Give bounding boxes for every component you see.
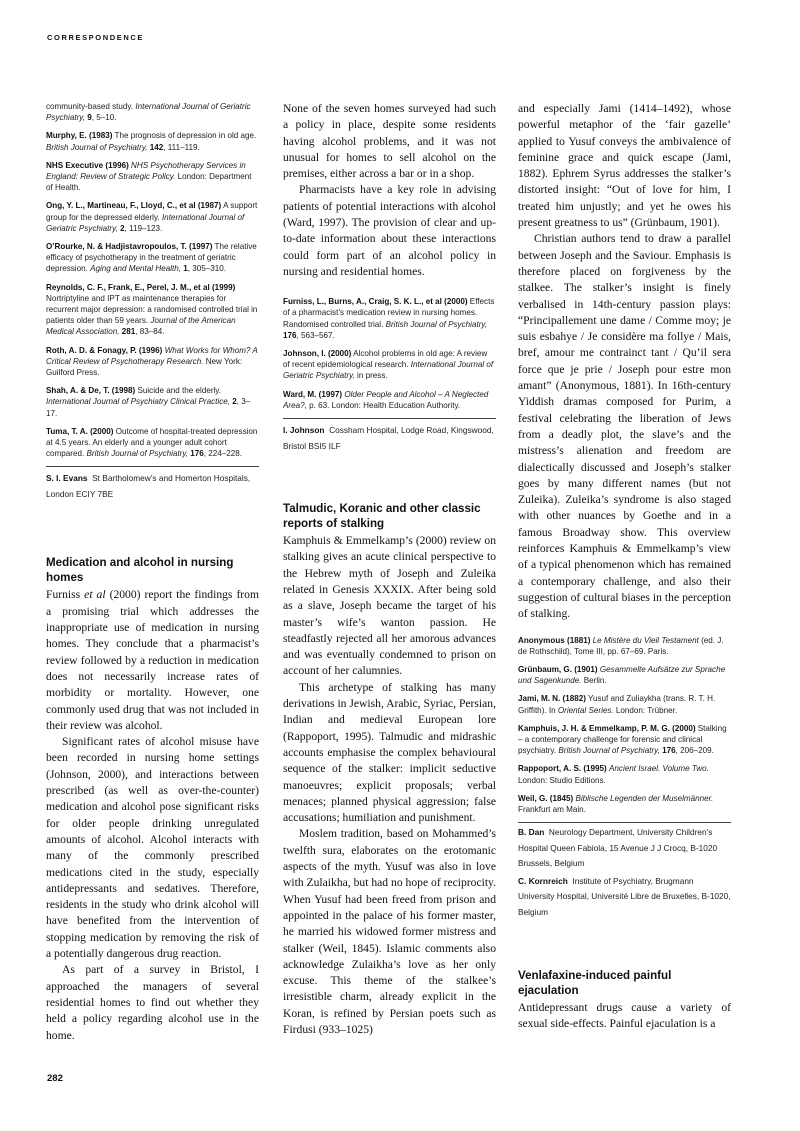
column-3 <box>518 101 731 1033</box>
reference-authors: Anonymous (1881) <box>518 635 591 645</box>
reference-text: The relative efficacy of psychotherapy in the treatment of geriatric depression. <box>46 242 257 274</box>
reference-title: NHS Psychotherapy Services in England: Review of Strategic Policy. <box>46 160 246 182</box>
reference-title: Biblische Legenden der Muselmänner. <box>575 793 714 803</box>
reference-pages: , 563–567. <box>296 330 335 340</box>
article-heading: Venlafaxine-induced painful ejaculation <box>518 969 672 998</box>
reference-authors: Reynolds, C. F., Frank, E., Perel, J. M., et al (1999) <box>46 282 236 292</box>
reference-entry <box>518 763 731 785</box>
body-paragraph: Moslem tradition, based on Mohammed’s twelfth sura, elaborates on the erotomanic aspects of the myth. Yusuf was also in love with Zulaikha, but had no hope of reciprocity. When Yusuf had been freed from prison and appointed in the palace of his former master, he married his widowed former mistress and stalker (Weil, 1845). Islamic comments also acknowledge Zulaikha’s love as her only excuse. This theme of the stalkee’s irresistible charm, already explicit in the Koran, is refined by Persian poets such as Firdusi (933–1025) <box>283 827 496 1036</box>
reference-pages: , 111–119. <box>163 142 200 152</box>
reference-authors: NHS Executive (1996) <box>46 160 129 170</box>
reference-journal: International Journal of Psychiatry Clinical Practice, <box>46 397 230 407</box>
reference-pages: , 5–10. <box>91 113 117 123</box>
reference-volume: 1 <box>183 264 188 274</box>
reference-title: Le Mistère du Vieil Testament <box>592 635 699 645</box>
reference-journal: Journal of the American Medical Association, <box>46 316 236 337</box>
reference-pages: , 224–228. <box>203 449 243 459</box>
reference-text: The prognosis of depression in old age. <box>112 131 257 141</box>
divider <box>283 418 496 419</box>
body-paragraph: This archetype of stalking has many derivations in Jewish, Arabic, Syriac, Persian, Indian and medieval European lore (Rappoport, 1995). Talmudic and midrashic accounts emphasise the complex behavioural sequence of the stalker: implicit seductive manoeuvres; explicit proposals; verbal menaces; planned physical aggression; false accusations; humiliation and punishment. <box>283 680 496 825</box>
reference-entry <box>283 389 496 411</box>
reference-entry <box>518 664 731 686</box>
reference-entry <box>46 160 259 194</box>
author-affiliation: B. Dan Neurology Department, University Children’s Hospital Queen Fabiola, 15 Avenue J J Crocq, B-1020 Brussels, Belgium <box>518 827 718 869</box>
reference-entry <box>283 348 496 382</box>
reference-volume: 176 <box>662 746 676 756</box>
reference-journal: International Journal of Geriatric Psychiatry, <box>46 102 251 123</box>
reference-entry <box>46 282 259 338</box>
reference-volume: 9 <box>87 113 92 123</box>
reference-entry <box>46 200 259 234</box>
reference-title: Ancient Israel. Volume Two. <box>609 764 709 774</box>
reference-title: Gesammelte Aufsätze zur Sprache und Sagenkunde. <box>518 664 726 686</box>
reference-text: London: Studio Editions. <box>518 775 606 785</box>
article-heading: Talmudic, Koranic and other classic reports of stalking <box>283 502 481 531</box>
reference-list <box>518 635 731 816</box>
reference-pages: London: Trübner. <box>613 705 678 715</box>
reference-entry <box>518 723 731 757</box>
article-heading: Medication and alcohol in nursing homes <box>46 556 234 585</box>
reference-authors: O’Rourke, N. & Hadjistavropoulos, T. (1997) <box>46 242 213 252</box>
reference-authors: Ong, Y. L., Martineau, F., Lloyd, C., et al (1987) <box>46 201 222 211</box>
reference-text: (ed. J. de Rothschild), Tome III, pp. 67–69. Paris. <box>518 635 724 656</box>
reference-volume: 176 <box>283 330 297 340</box>
reference-pages: , 305–310. <box>187 264 227 274</box>
reference-text: Nortriptyline and IPT as maintenance therapies for recurrent major depression: a randomised controlled trial in patients older than 59 years. <box>46 293 258 326</box>
body-paragraph: Pharmacists have a key role in advising patients of potential interactions with alcohol (Ward, 1997). The provision of clear and up-to-date information about these interactions could form part of an alcohol policy in nursing and residential homes. <box>283 183 496 278</box>
column-2 <box>283 101 496 1038</box>
reference-volume: 2 <box>120 223 125 233</box>
reference-title: What Works for Whom? A Critical Review of Psychotherapy Research. <box>46 345 258 366</box>
reference-authors: Roth, A. D. & Fonagy, P. (1996) <box>46 345 163 355</box>
page-number: 282 <box>47 1073 63 1084</box>
reference-text: London: Department of Health. <box>46 172 252 193</box>
reference-journal: British Journal of Psychiatry, <box>385 319 488 329</box>
reference-text: community-based study. <box>46 102 134 111</box>
reference-text: A support group for the depressed elderly. <box>46 201 258 222</box>
body-paragraph: Kamphuis & Emmelkamp’s (2000) review on stalking gives an acute clinical perspective to the Hebrew myth of Joseph and Zuleika related in Genesis XXXIX. After being sold as a slave, Joseph became the target of his master’s wife’s wanton passion. He steadfastly rejected all her amorous advances and was eventually condemned to prison on account of her calumnies. <box>283 534 496 678</box>
reference-journal: British Journal of Psychiatry, <box>86 449 189 459</box>
reference-entry <box>46 345 259 379</box>
reference-entry <box>46 101 259 123</box>
reference-text: Suicide and the elderly. <box>135 386 222 396</box>
body-paragraph: and especially Jami (1414–1492), whose powerful metaphor of the ‘fair gazelle’ applied to Yusuf conveys the ambivalence of feminine grace and quick escape (Jami, 1882). Ephrem Syrus addresses the stalker’s distorted insight: “Out of love for him, I treated him unjustly; and yet he owes his present greatness to us” (Grünbaum, 1901). <box>518 102 731 230</box>
reference-pages: , 206–209. <box>675 746 714 756</box>
reference-authors: Weil, G. (1845) <box>518 793 574 803</box>
reference-title: Older People and Alcohol – A Neglected Area?, <box>283 389 489 410</box>
reference-journal: Aging and Mental Health, <box>90 264 181 274</box>
reference-journal: British Journal of Psychiatry, <box>558 746 660 756</box>
reference-authors: Jami, M. N. (1882) <box>518 694 586 704</box>
body-paragraph: Significant rates of alcohol misuse have been recorded in nursing home settings (Johnson, 2000), and interactions between prescribed (as well as over-the-counter) medication and alcohol pose significant risks for older people drinking unregulated amounts of alcohol. Alcohol interacts with many of the commonly prescribed medications cited in the study, especially antidepressants and sedatives. Therefore, residents in the study who drink alcohol will have benefited from the intervention of stopping medication by removing the risk of a potentially dangerous drug reaction. <box>46 735 259 961</box>
reference-pages: , 3–17. <box>46 397 251 418</box>
reference-entry <box>518 793 731 815</box>
reference-authors: Johnson, I. (2000) <box>283 349 352 359</box>
reference-volume: 2 <box>232 397 237 407</box>
reference-volume: 142 <box>149 142 164 152</box>
reference-authors: Tuma, T. A. (2000) <box>46 426 114 436</box>
author-affiliation: I. Johnson Cossham Hospital, Lodge Road, Kingswood, Bristol BSI5 ILF <box>283 425 494 451</box>
reference-entry <box>283 296 496 341</box>
reference-text: p. 63. London: Health Education Authority. <box>306 400 461 410</box>
body-paragraph: As part of a survey in Bristol, I approached the managers of several residential homes to find out whether they held a policy regarding alcohol use in the home. <box>46 963 259 1042</box>
reference-entry <box>46 385 259 419</box>
reference-entry <box>46 241 259 275</box>
reference-text: Stalking – a contemporary challenge for forensic and clinical psychiatry. <box>518 723 727 756</box>
reference-pages: , 83–84. <box>135 327 165 337</box>
body-paragraph: Antidepressant drugs cause a variety of sexual side-effects. Painful ejaculation is a <box>518 1001 731 1031</box>
column-1 <box>46 101 259 1044</box>
body-paragraph: Christian authors tend to draw a parallel between Joseph and the Saviour. Emphasis is therefore placed on forgiveness by the stalkee. The stalker’s insight is finely verbalised in 14th-century passion plays: “Principallement une dame / Comme moy; je suis esbahye / Je considère ma follye / Mais, bref, amour me contrainct tant / Qu’il sera force que je prie / Joseph pour estre mon amant” (Anonymous, 1881). In 16th-century Yiddish dramas composed for Purim, a festival celebrating the liberation of Jews from a deadly plot, the slave’s and the mistress’s alienation and freedom are dialectically discussed and Joseph’s stalker goes by many different names (but not Zuleika). Zuleika’s syndrome is also staged with other nuances by Goethe and in a famous Broadway show. This overview reinforces Kamphuis & Emmelkamp’s view of a typical phenomenon which has remained a contemporary challenge, and also their suggestion of cultural biases in the perception of stalking. <box>518 232 731 621</box>
reference-volume: 176 <box>190 449 204 459</box>
reference-text: New York: Guilford Press. <box>46 356 243 378</box>
reference-text: Outcome of hospital-treated depression at 4.5 years. An elderly and a younger adult cohort compared. <box>46 426 258 459</box>
reference-list <box>46 101 259 459</box>
reference-entry <box>518 635 731 657</box>
reference-authors: Shah, A. & De, T. (1998) <box>46 386 136 396</box>
reference-journal: International Journal of Geriatric Psychiatry, <box>46 212 245 233</box>
reference-text: Frankfurt am Main. <box>518 804 586 814</box>
reference-entry <box>518 693 731 715</box>
reference-text: Alcohol problems in old age: A review of recent epidemiological research. <box>283 349 488 370</box>
reference-text: Effects of a pharmacist’s medication review in nursing homes. Randomised controlled trial. <box>283 297 495 329</box>
reference-text: Yusuf and Zuliaykha (trans. R. T. H. Griffith). In <box>518 694 716 715</box>
body-paragraph: Furniss et al (2000) report the findings from a promising trial which addresses the inappropriate use of medication in nursing homes. They conclude that a pharmacist’s review followed by a reduction in medication does not necessarily increase rates of morbidity or mortality. However, one commonly used drug that was not included in their review was alcohol. <box>46 588 259 732</box>
reference-journal: International Journal of Geriatric Psychiatry, <box>283 360 494 381</box>
author-affiliation: S. I. Evans St Bartholomew’s and Homerton Hospitals, London ECIY 7BE <box>46 473 251 499</box>
reference-entry <box>46 426 259 460</box>
reference-authors: Rappoport, A. S. (1995) <box>518 764 607 774</box>
section-header: CORRESPONDENCE <box>47 33 144 42</box>
author-affiliation: C. Kornreich Institute of Psychiatry, Brugmann University Hospital, Université Libre de Bruxelles, B-1020, Belgium <box>518 875 731 917</box>
reference-journal: Oriental Series. <box>557 705 614 715</box>
reference-list <box>283 296 496 411</box>
reference-authors: Grünbaum, G. (1901) <box>518 664 598 674</box>
body-paragraph: None of the seven homes surveyed had such a policy in place, despite some residents having alcohol problems, and it was not unusual for homes to sell alcohol on the premises, either across a bar or in a shop. <box>283 102 496 181</box>
reference-authors: Ward, M. (1997) <box>283 389 343 399</box>
reference-pages: , 119–123. <box>124 223 163 233</box>
reference-entry <box>46 130 259 152</box>
reference-authors: Kamphuis, J. H. & Emmelkamp, P. M. G. (2000) <box>518 723 696 733</box>
reference-authors: Furniss, L., Burns, A., Craig, S. K. L., et al (2000) <box>283 297 468 307</box>
divider <box>518 822 731 823</box>
reference-journal: British Journal of Psychiatry, <box>46 142 148 152</box>
reference-volume: 281 <box>121 327 136 337</box>
divider <box>46 466 259 467</box>
reference-pages: in press. <box>354 371 388 381</box>
reference-authors: Murphy, E. (1983) <box>46 131 113 141</box>
reference-text: Berlin. <box>581 676 607 686</box>
